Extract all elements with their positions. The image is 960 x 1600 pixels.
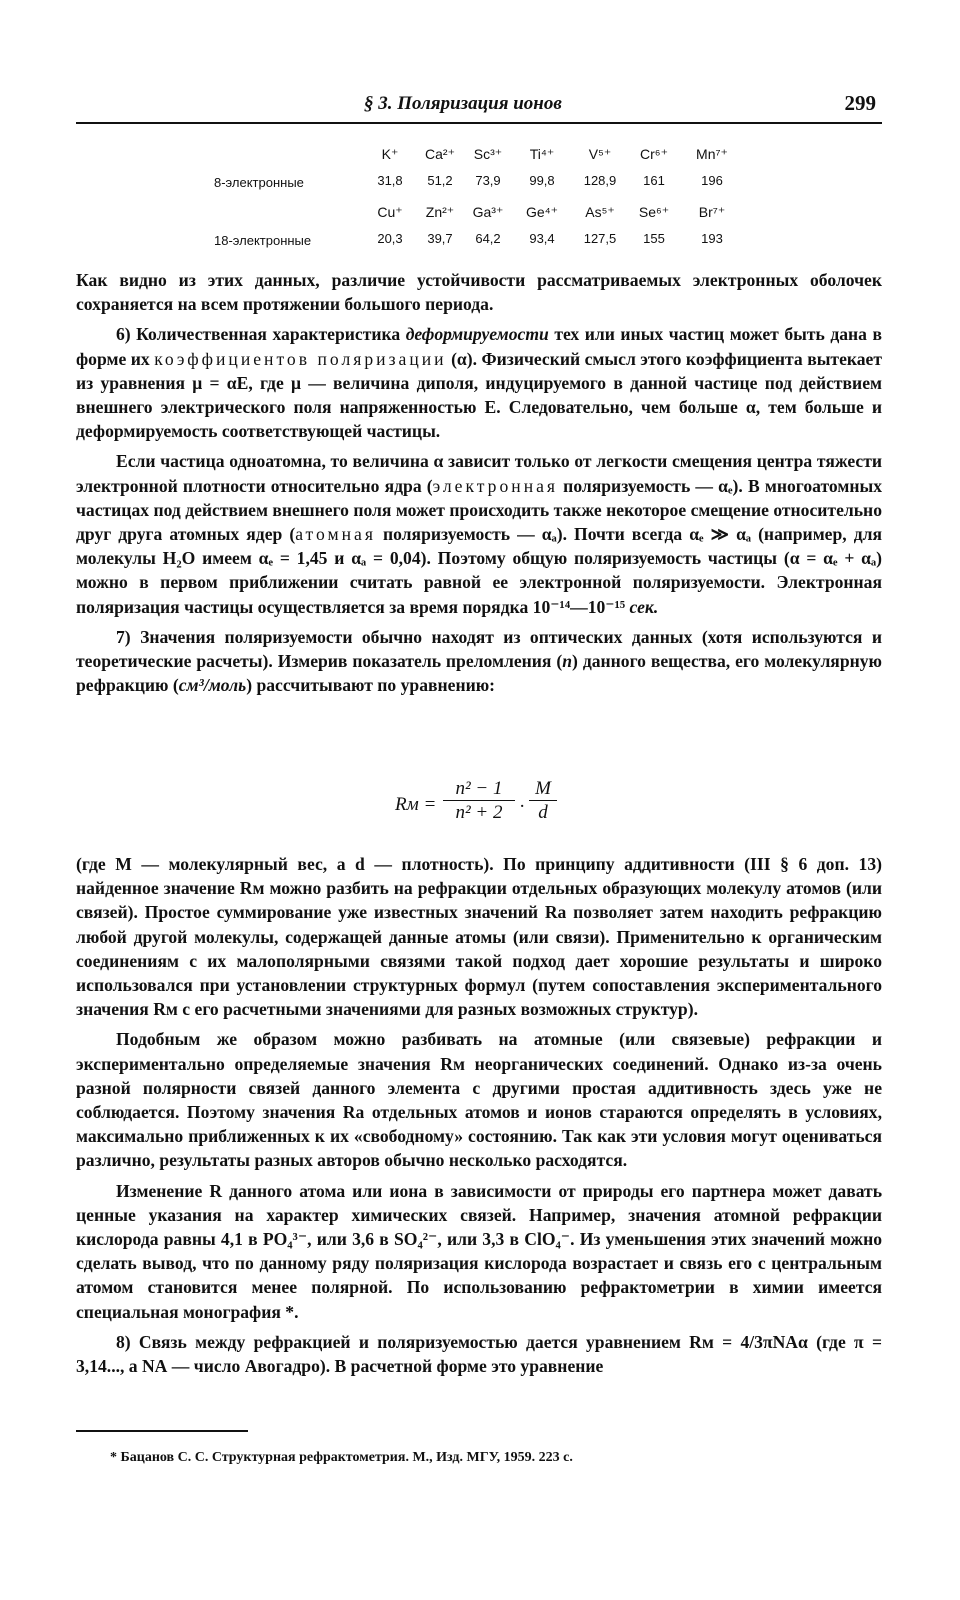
ion-cell: Se⁶⁺	[638, 204, 670, 220]
formula-fraction	[443, 778, 515, 824]
paragraph	[76, 322, 882, 443]
formula-numerator: M	[529, 778, 557, 801]
section-title: § 3. Поляризация ионов	[364, 93, 562, 114]
paragraph: Изменение R данного атома или иона в зависимости от природы его партнера может давать ценные указания на характер химических связей. Например, значения атомной рефракции кислорода равны 4,1 в PO₄³⁻, или 3,6 в SO₄²⁻, или 3,3 в ClO₄⁻. Из уменьшения этих значений можно сделать вывод, что по данному ряду поляризация кислорода возрастает и связь его с центральным атомом становится менее полярной. По использованию рефрактометрии в химии имеется специальная монография *.	[76, 1180, 882, 1322]
italic-unit: сек.	[629, 596, 659, 617]
ion-cell: As⁵⁺	[585, 204, 615, 220]
spaced-term: атомная	[295, 524, 376, 545]
ion-cell: Ga³⁺	[472, 204, 504, 220]
text-run: ) данного вещества, его молекулярную рефракцию (	[76, 651, 882, 696]
paragraph	[76, 625, 882, 698]
table-row	[190, 227, 790, 256]
value-cell: 196	[701, 173, 723, 188]
text-run: ) рассчитывают по уравнению:	[246, 675, 496, 696]
refraction-formula	[395, 778, 595, 834]
italic-symbol: n	[562, 651, 573, 672]
formula-denominator: d	[538, 802, 548, 823]
value-cell: 161	[643, 173, 665, 188]
value-cell: 51,2	[427, 173, 453, 188]
ion-cell: Ti⁴⁺	[529, 146, 555, 162]
formula-dot: ·	[519, 796, 526, 817]
italic-unit: см³/моль	[178, 675, 247, 696]
footnote-rule	[76, 1430, 248, 1432]
ion-cell: Ca²⁺	[425, 146, 455, 162]
footnote: * Бацанов С. С. Структурная рефрактометрия. М., Изд. МГУ, 1959. 223 с.	[110, 1450, 573, 1465]
value-cell: 64,2	[475, 231, 501, 246]
paragraph: (где M — молекулярный вес, a d — плотность). По принципу аддитивности (III § 6 доп. 13) найденное значение Rм можно разбить на рефракции отдельных образующих молекулу атомов (или связей). Простое суммирование уже известных значений Rа позволяет затем находить рефракцию любой другой молекулы, содержащей данные атомы (или связи). Применительно к органическим соединениям с их малополярными связями такой подход дает хорошие результаты и широко использовался при установлении структурных формул (путем сопоставления экспериментального значения Rм с его расчетными значениями для разных возможных структур).	[76, 854, 882, 1020]
page-number: 299	[844, 91, 876, 115]
ion-cell: Ge⁴⁺	[525, 204, 559, 220]
value-cell: 93,4	[529, 231, 555, 246]
value-cell: 31,8	[377, 173, 403, 188]
text-run: 7) Значения поляризуемости обычно находят из оптических данных (хотя используются и теоретические расчеты). Измерив показатель преломления (	[76, 626, 882, 672]
value-cell: 99,8	[529, 173, 555, 188]
header-rule	[76, 122, 882, 124]
paragraph: Как видно из этих данных, различие устойчивости рассматриваемых электронных оболочек сохраняется на всем протяжении большого периода.	[76, 270, 882, 315]
table-row	[190, 198, 790, 227]
italic-term: деформируемости	[405, 324, 549, 345]
value-cell: 155	[643, 231, 665, 246]
ion-refraction-table	[190, 140, 790, 256]
ion-cell: Sc³⁺	[473, 146, 503, 162]
text-run: поляризуемость — αₑ). В многоатомных частицах под действием внешнего поля может происходить также некоторое смещение относительно друг друга атомных ядер (	[76, 475, 882, 545]
row-label: 8-электронные	[214, 175, 304, 190]
ion-cell: Br⁷⁺	[698, 204, 726, 220]
value-cell: 193	[701, 231, 723, 246]
ion-cell: Zn²⁺	[425, 204, 455, 220]
value-cell: 127,5	[583, 231, 617, 246]
formula-lhs: Rм =	[395, 794, 437, 815]
main-text-upper	[76, 268, 882, 697]
formula-denominator: n² + 2	[455, 802, 503, 823]
running-head	[76, 93, 882, 117]
formula-fraction	[529, 778, 557, 824]
table-row	[190, 169, 790, 198]
spaced-term: электронная	[432, 475, 559, 496]
main-text-lower	[76, 852, 882, 1378]
text-run: тех или иных частиц может быть дана в форме их	[76, 324, 882, 369]
value-cell: 128,9	[583, 173, 617, 188]
table-row	[190, 140, 790, 169]
paragraph: 8) Связь между рефракцией и поляризуемостью дается уравнением Rм = 4/3πNАα (где π = 3,14..., а NА — число Авогадро). В расчетной форме это уравнение	[76, 1331, 882, 1377]
value-cell: 73,9	[475, 173, 501, 188]
value-cell: 39,7	[427, 231, 453, 246]
ion-cell: K⁺	[381, 146, 399, 162]
value-cell: 20,3	[377, 231, 403, 246]
ion-cell: Cu⁺	[377, 204, 403, 220]
text-run: поляризуемость — αₐ). Почти всегда αₑ ≫ αₐ (например, для молекулы H₂O имеем αₑ = 1,45 и αₐ = 0,04). Поэтому общую поляризуемость частицы (α = αₑ + αₐ) можно в первом приближении считать равной ее электронной поляризуемости. Электронная поляризация частицы осуществляется за время порядка 10⁻¹⁴—10⁻¹⁵	[76, 524, 883, 617]
spaced-term: коэффициентов поляризации	[154, 348, 447, 369]
row-label: 18-электронные	[214, 233, 312, 248]
paragraph: Подобным же образом можно разбивать на атомные (или связевые) рефракции и экспериментально определяемые значения Rм неорганических соединений. Однако из-за очень разной полярности связей данного элемента с другими простая аддитивность здесь уже не соблюдается. Поэтому значения Rа отдельных атомов и ионов стараются определять в условиях, максимально приближенных к их «свободному» состоянию. Так как эти условия могут оцениваться различно, результаты разных авторов обычно несколько расходятся.	[76, 1029, 882, 1171]
text-run: Если частица одноатомна, то величина α зависит только от легкости смещения центра тяжести электронной плотности относительно ядра (	[76, 451, 882, 496]
text-run: (α). Физический смысл этого коэффициента вытекает из уравнения μ = αE, где μ — величина диполя, индуцируемого в данной частице под действием внешнего электрического поля напряженностью E. Следовательно, чем больше α, тем больше и деформируемость соответствующей частицы.	[76, 348, 882, 442]
text-run: 6) Количественная характеристика	[116, 324, 406, 345]
paragraph	[76, 449, 882, 618]
ion-cell: V⁵⁺	[588, 146, 612, 162]
ion-cell: Cr⁶⁺	[640, 146, 668, 162]
formula-numerator: n² − 1	[443, 778, 515, 801]
ion-cell: Mn⁷⁺	[696, 146, 728, 162]
